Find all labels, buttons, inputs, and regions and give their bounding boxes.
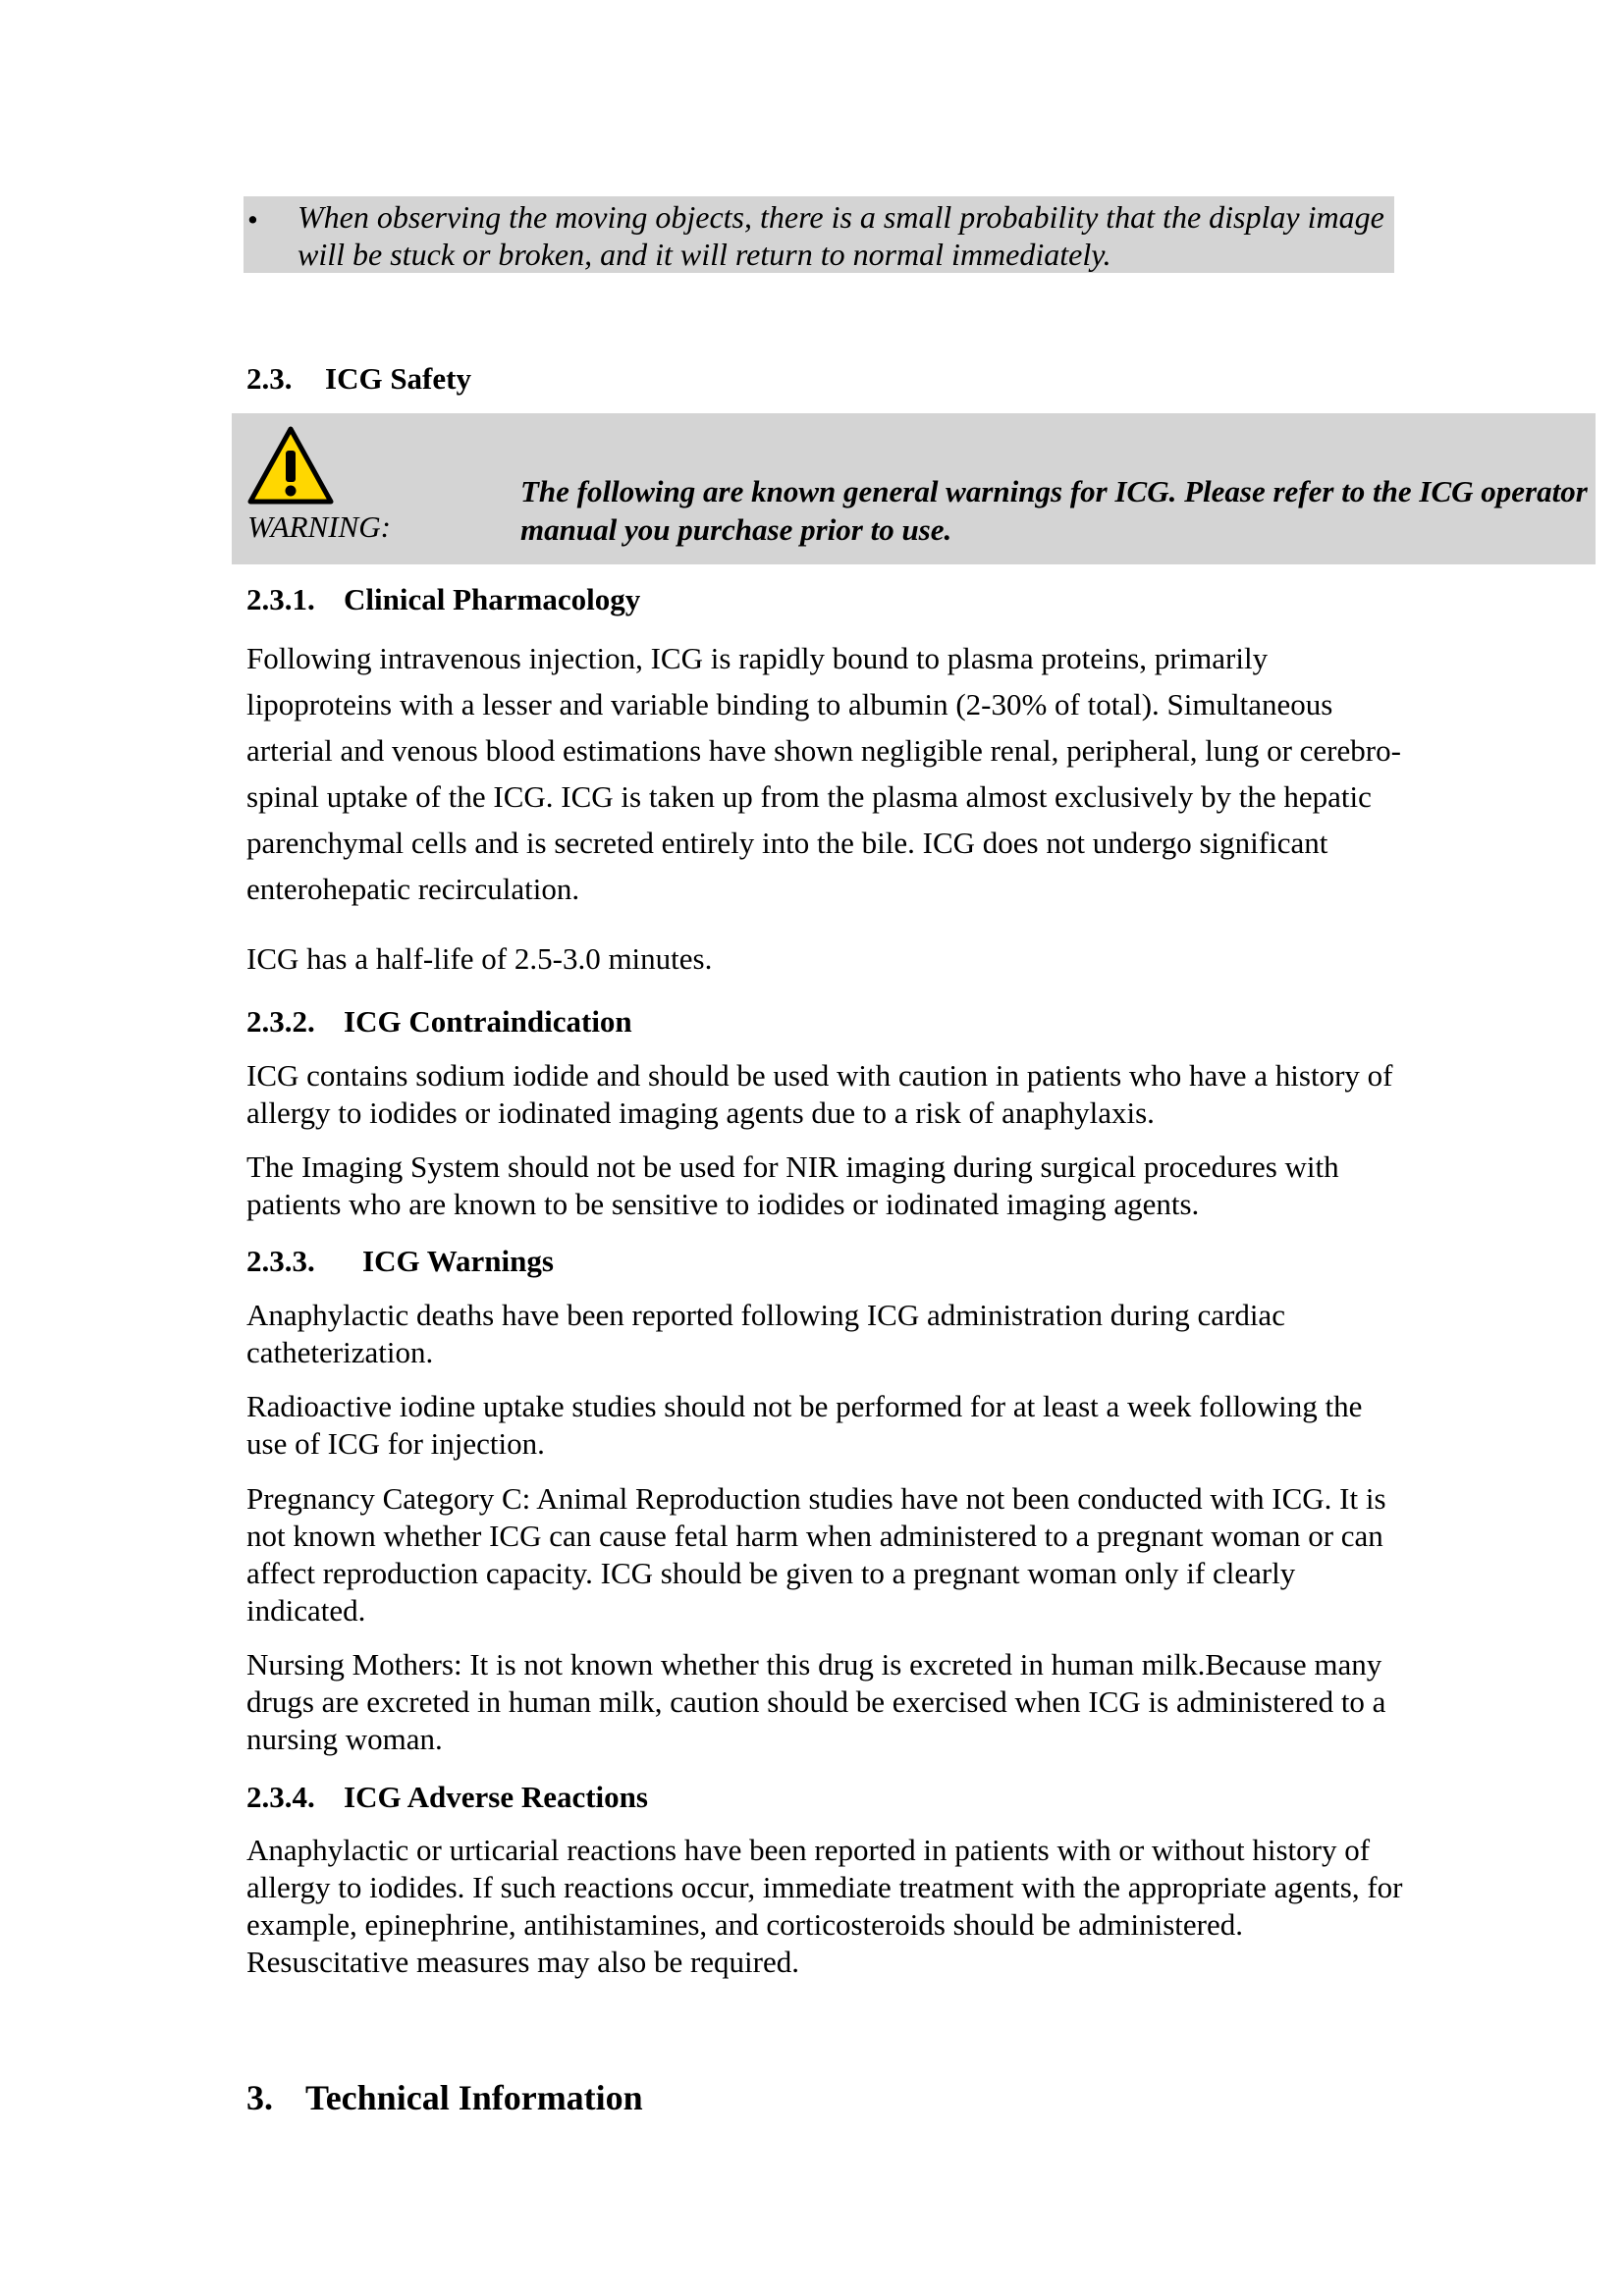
section-number: 2.3. — [246, 361, 293, 396]
paragraph: Anaphylactic or urticarial reactions have been reported in patients with or without history of allergy to iodides. If such reactions occur, immediate treatment with the appropriate agents, for example, epinephrine, antihistamines, and corticosteroids should be administered. Resuscitative measures may also be required. — [246, 1833, 1403, 1979]
paragraph: Anaphylactic deaths have been reported following ICG administration during cardiac catheterization. — [246, 1298, 1285, 1369]
section-title: ICG Contraindication — [344, 1004, 632, 1039]
section-2-3-2-heading — [246, 1003, 632, 1041]
paragraph: Nursing Mothers: It is not known whether this drug is excreted in human milk.Because many drugs are excreted in human milk, caution should be exercised when ICG is administered to a nursing woman. — [246, 1647, 1386, 1756]
paragraph: ICG contains sodium iodide and should be used with caution in patients who have a history of allergy to iodides or iodinated imaging agents due to a risk of anaphylaxis. — [246, 1058, 1393, 1130]
section-2-3-3-heading — [246, 1243, 554, 1280]
note-bullet: • — [247, 202, 258, 237]
section-title: ICG Warnings — [362, 1244, 554, 1278]
section-3-heading — [246, 2076, 643, 2119]
paragraph: Following intravenous injection, ICG is rapidly bound to plasma proteins, primarily lipoproteins with a lesser and variable binding to albumin (2-30% of total). Simultaneous arterial and venous blood estimations have shown negligible renal, peripheral, lung or cerebro-spinal uptake of the ICG. ICG is taken up from the plasma almost exclusively by the hepatic parenchymal cells and is secreted entirely into the bile. ICG does not undergo significant enterohepatic recirculation. — [246, 641, 1401, 906]
section-title: Technical Information — [305, 2078, 643, 2117]
paragraph: The Imaging System should not be used for NIR imaging during surgical procedures with patients who are known to be sensitive to iodides or iodinated imaging agents. — [246, 1149, 1339, 1221]
section-number: 2.3.4. — [246, 1780, 315, 1814]
section-2-3-1-heading — [246, 581, 640, 618]
warning-label: WARNING: — [247, 509, 391, 544]
section-title: Clinical Pharmacology — [344, 582, 641, 616]
section-title: ICG Safety — [325, 361, 471, 396]
warning-text: The following are known general warnings for ICG. Please refer to the ICG operator manual you purchase prior to use. — [520, 474, 1588, 547]
section-2-3-4-heading — [246, 1779, 648, 1816]
warning-triangle-icon — [246, 425, 335, 506]
paragraph: Radioactive iodine uptake studies should not be performed for at least a week following the use of ICG for injection. — [246, 1389, 1363, 1461]
section-number: 2.3.2. — [246, 1004, 315, 1039]
note-text: When observing the moving objects, there is a small probability that the display image will be stuck or broken, and it will return to normal immediately. — [298, 199, 1384, 272]
section-number: 2.3.1. — [246, 582, 315, 616]
paragraph: ICG has a half-life of 2.5-3.0 minutes. — [246, 941, 713, 976]
section-number: 2.3.3. — [246, 1244, 315, 1278]
section-title: ICG Adverse Reactions — [344, 1780, 648, 1814]
section-2-3-heading — [246, 360, 471, 398]
section-number: 3. — [246, 2078, 273, 2117]
paragraph: Pregnancy Category C: Animal Reproduction studies have not been conducted with ICG. It is not known whether ICG can cause fetal harm when administered to a pregnant woman or can affect reproduction capacity. ICG should be given to a pregnant woman only if clearly indicated. — [246, 1481, 1386, 1628]
